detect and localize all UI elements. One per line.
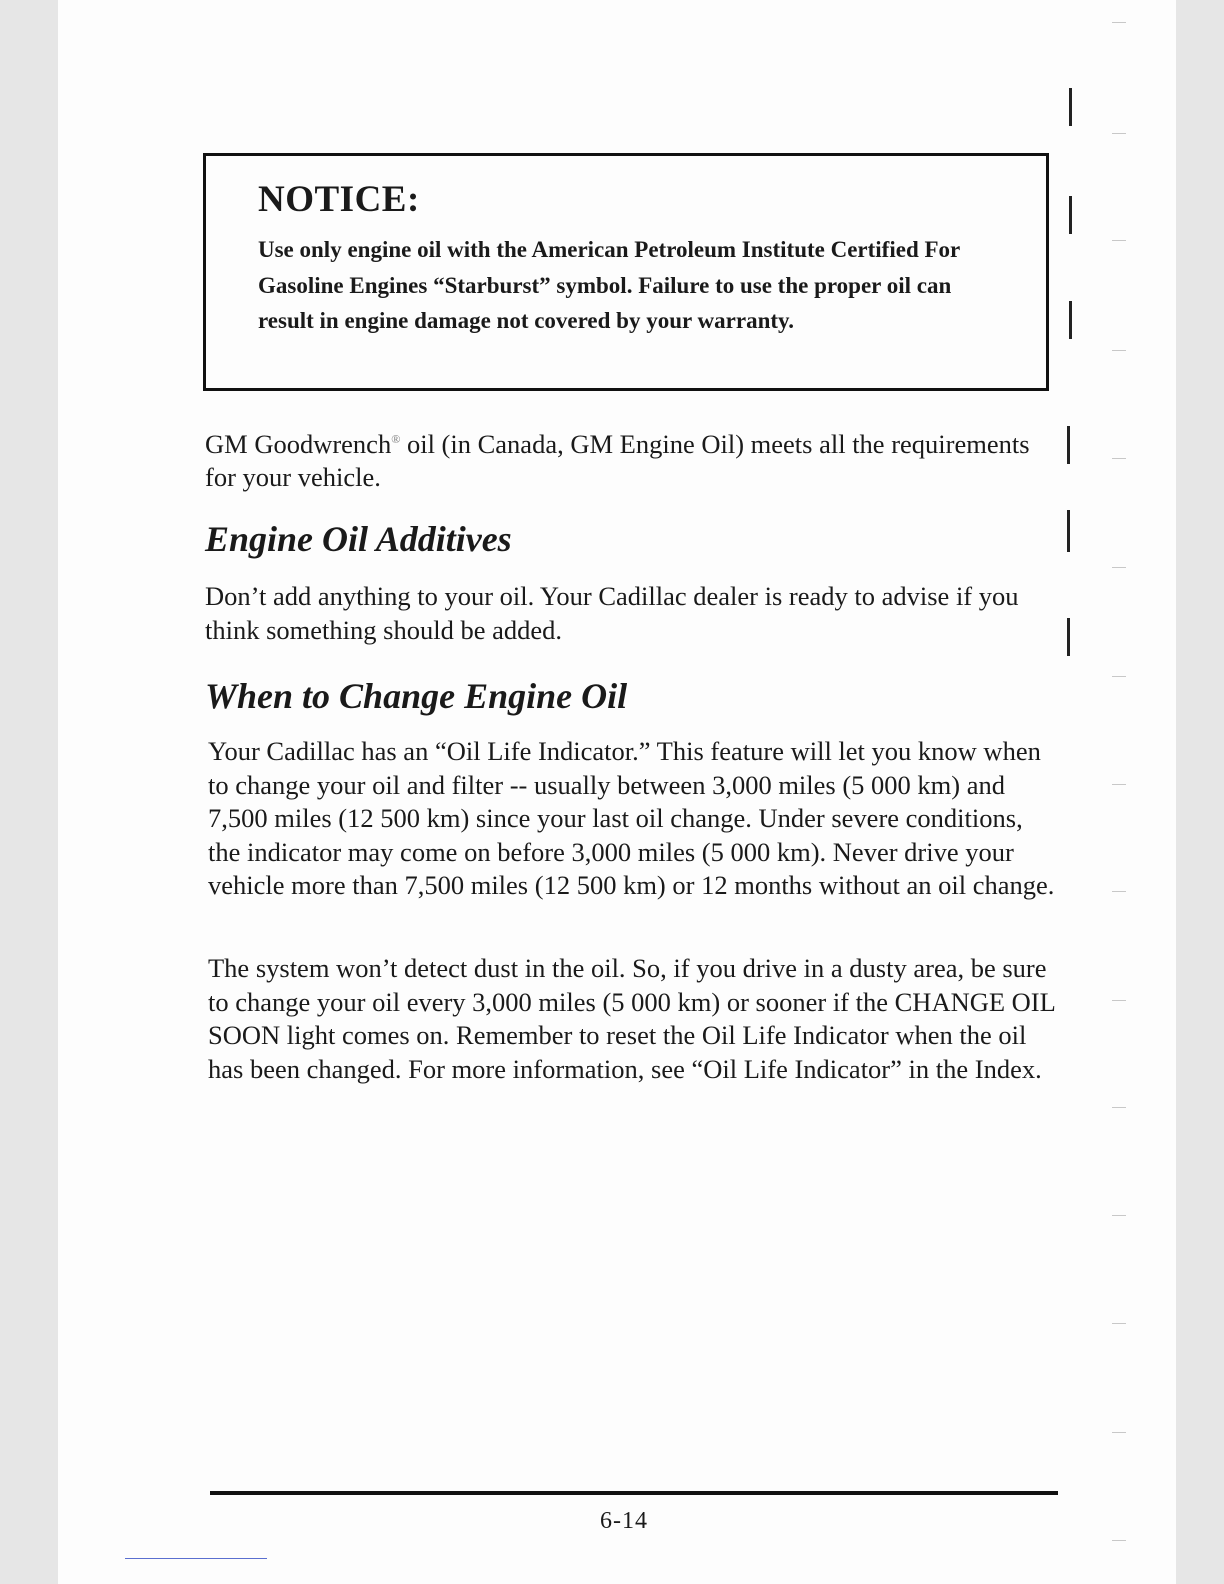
change-heading: When to Change Engine Oil	[205, 676, 628, 716]
notice-title: NOTICE:	[258, 179, 420, 220]
change-bar	[1067, 618, 1070, 656]
change-bar	[1067, 510, 1070, 552]
margin-tick	[1112, 458, 1126, 459]
registered-mark: ®	[391, 432, 401, 446]
margin-tick	[1112, 891, 1126, 892]
goodwrench-paragraph	[205, 423, 1055, 495]
margin-tick	[1112, 784, 1126, 785]
margin-tick	[1112, 1107, 1126, 1108]
margin-tick	[1112, 350, 1126, 351]
additives-paragraph: Don’t add anything to your oil. Your Cadillac dealer is ready to advise if you think something should be added.	[205, 581, 1019, 645]
margin-tick	[1112, 1000, 1126, 1001]
change-bar	[1069, 301, 1072, 339]
change-paragraph-1: Your Cadillac has an “Oil Life Indicator.” This feature will let you know when to change your oil and filter -- usually between 3,000 miles (5 000 km) and 7,500 miles (12 500 km) since your last oil change. Under severe conditions, the indicator may come on before 3,000 miles (5 000 km). Never drive your vehicle more than 7,500 miles (12 500 km) or 12 months without an oil change.	[208, 736, 1055, 900]
goodwrench-text-start: GM Goodwrench	[205, 428, 392, 459]
page-number: 6-14	[600, 1508, 648, 1534]
margin-tick	[1112, 1215, 1126, 1216]
change-bar	[1069, 88, 1072, 126]
margin-tick	[1112, 1323, 1126, 1324]
footer-rule	[210, 1491, 1058, 1495]
goodwrench-text-end: oil (in Canada, GM Engine Oil) meets all the requirements for your vehicle.	[205, 428, 1030, 493]
margin-tick	[1112, 22, 1126, 23]
margin-tick	[1112, 676, 1126, 677]
change-bar	[1067, 426, 1070, 464]
notice-box	[203, 153, 1049, 391]
change-bar	[1069, 196, 1072, 234]
margin-tick	[1112, 1540, 1126, 1541]
margin-tick	[1112, 240, 1126, 241]
margin-tick	[1112, 567, 1126, 568]
margin-tick	[1112, 133, 1126, 134]
notice-body: Use only engine oil with the American Petroleum Institute Certified For Gasoline Engines “Starburst” symbol. Failure to use the proper oil can result in engine damage not covered by your warranty.	[258, 237, 960, 333]
bottom-underline	[125, 1558, 267, 1559]
change-paragraph-2: The system won’t detect dust in the oil. So, if you drive in a dusty area, be sure to change your oil every 3,000 miles (5 000 km) or sooner if the CHANGE OIL SOON light comes on. Remember to reset the Oil Life Indicator when the oil has been changed. For more information, see “Oil Life Indicator” in the Index.	[208, 953, 1055, 1084]
additives-heading: Engine Oil Additives	[205, 519, 512, 559]
margin-tick	[1112, 1432, 1126, 1433]
